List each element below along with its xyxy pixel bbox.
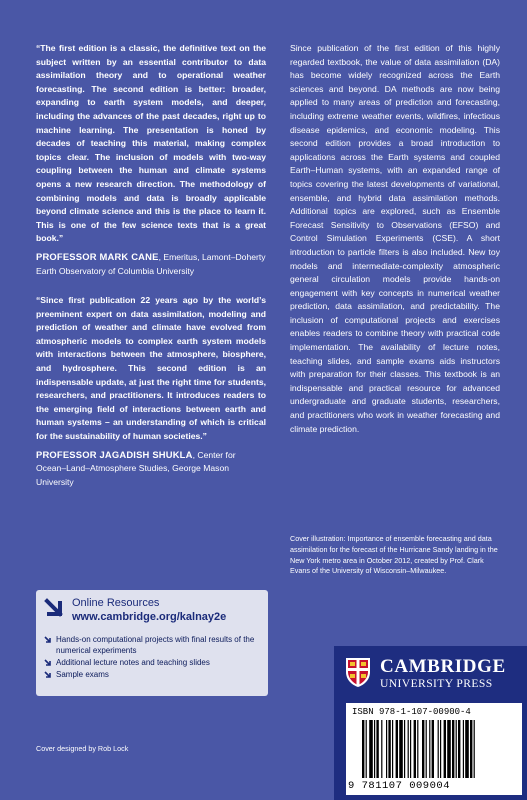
- cover-illustration-credit: Cover illustration: Importance of ensemble forecasting and data assimilation for the forecast of the Hurricane Sandy landing in the New York metro area in October 2012, created by Prof. Clark Evans of the University of Wisconsin–Milwaukee.: [290, 534, 498, 576]
- arrow-down-right-icon: [44, 598, 66, 620]
- isbn-digits: 9 781107 009004: [348, 780, 451, 792]
- online-resources-box: [36, 590, 268, 696]
- endorsement-attribution-shukla: [36, 448, 266, 490]
- right-column: [290, 42, 500, 436]
- endorsement-attribution-cane: [36, 250, 266, 278]
- list-item: Hands-on computational projects with final results of the numerical experiments: [44, 634, 266, 656]
- online-resources-title: Online Resources: [72, 597, 160, 609]
- book-description: Since publication of the first edition of this highly regarded textbook, the value of data assimilation (DA) has become widely recognized across the Earth sciences and beyond. DA methods are now being applied to many areas of prediction and forecasting, including extreme weather events, wildfires, infectious disease epidemics, and economic modeling. This second edition provides a broad introduction to applications across the Earth systems and coupled Earth–Human systems, with an expanded range of topics covering the latest developments of variational, ensemble, and hybrid data assimilation methods. Additional topics are explored, such as Ensemble Forecast Sensitivity to Observations (EFSO) and Control Simulation Experiments (CSE). A short introduction to particle filters is also included. New toy models and intermediate-complexity atmospheric general circulation models provide hands-on engagement with key concepts in numerical weather prediction, data assimilation, and predictability. The inclusion of computational projects and exercises enables readers to combine theory with practical code implementation. The availability of lecture notes, teaching slides, and sample exams aids instructors with preparation for their classes. This textbook is an indispensable and practical resource for advanced undergraduate and graduate students, researchers, and practitioners who work in weather forecasting and climate prediction.: [290, 43, 500, 434]
- publisher-band: [334, 646, 527, 800]
- cover-designer-credit: Cover designed by Rob Lock: [36, 744, 129, 753]
- list-item: Sample exams: [44, 669, 266, 680]
- endorser-name-cane: PROFESSOR MARK CANE: [36, 250, 159, 262]
- arrow-bullet-icon: [44, 636, 52, 644]
- online-resources-list: [44, 634, 266, 681]
- arrow-bullet-icon: [44, 671, 52, 679]
- endorser-affiliation-shukla: , Center for Ocean–Land–Atmosphere Studies, George Mason University: [36, 449, 236, 487]
- publisher-subname: UNIVERSITY PRESS: [380, 677, 493, 690]
- left-column: [36, 42, 266, 489]
- isbn-label: ISBN 978-1-107-00900-4: [352, 707, 471, 717]
- arrow-bullet-icon: [44, 659, 52, 667]
- online-resources-url[interactable]: www.cambridge.org/kalnay2e: [72, 611, 227, 623]
- university-crest-icon: [344, 656, 372, 688]
- endorsement-quote-shukla: “Since first publication 22 years ago by the world’s preeminent expert on data assimilation, modeling and prediction of weather and climate have evolved from atmospheric models to complex earth system models with interactions between the atmosphere, biosphere, and hydrosphere. This second edition is an indispensable update, at just the right time for students, researchers, and practitioners. It introduces readers to the emerging field of interactions between earth and human systems – an understanding of which is critical for the sustainability of human societies.”: [36, 295, 266, 442]
- list-item: Additional lecture notes and teaching slides: [44, 657, 266, 668]
- endorsement-quote-cane: “The first edition is a classic, the definitive text on the subject written by an essential contributor to data assimilation theory and to operational weather forecasting. The second edition is better: broader, expanding to earth system models, and deeper, including the advances of the past decades, right up to machine learning. The presentation is honed by decades of teaching this material, making complex topics clear. The inclusion of models with two-way coupling between the human and climate systems opens a new research direction. The methodology of combining models and data is broadly applicable beyond climate science and this is the place to learn it. This is one of the few science texts that is a great book.”: [36, 43, 266, 244]
- publisher-name: CAMBRIDGE: [380, 656, 506, 677]
- barcode-icon: [362, 720, 518, 778]
- endorser-affiliation-cane: , Emeritus, Lamont–Doherty Earth Observatory of Columbia University: [36, 251, 266, 276]
- endorser-name-shukla: PROFESSOR JAGADISH SHUKLA: [36, 448, 193, 460]
- isbn-barcode: [346, 703, 522, 795]
